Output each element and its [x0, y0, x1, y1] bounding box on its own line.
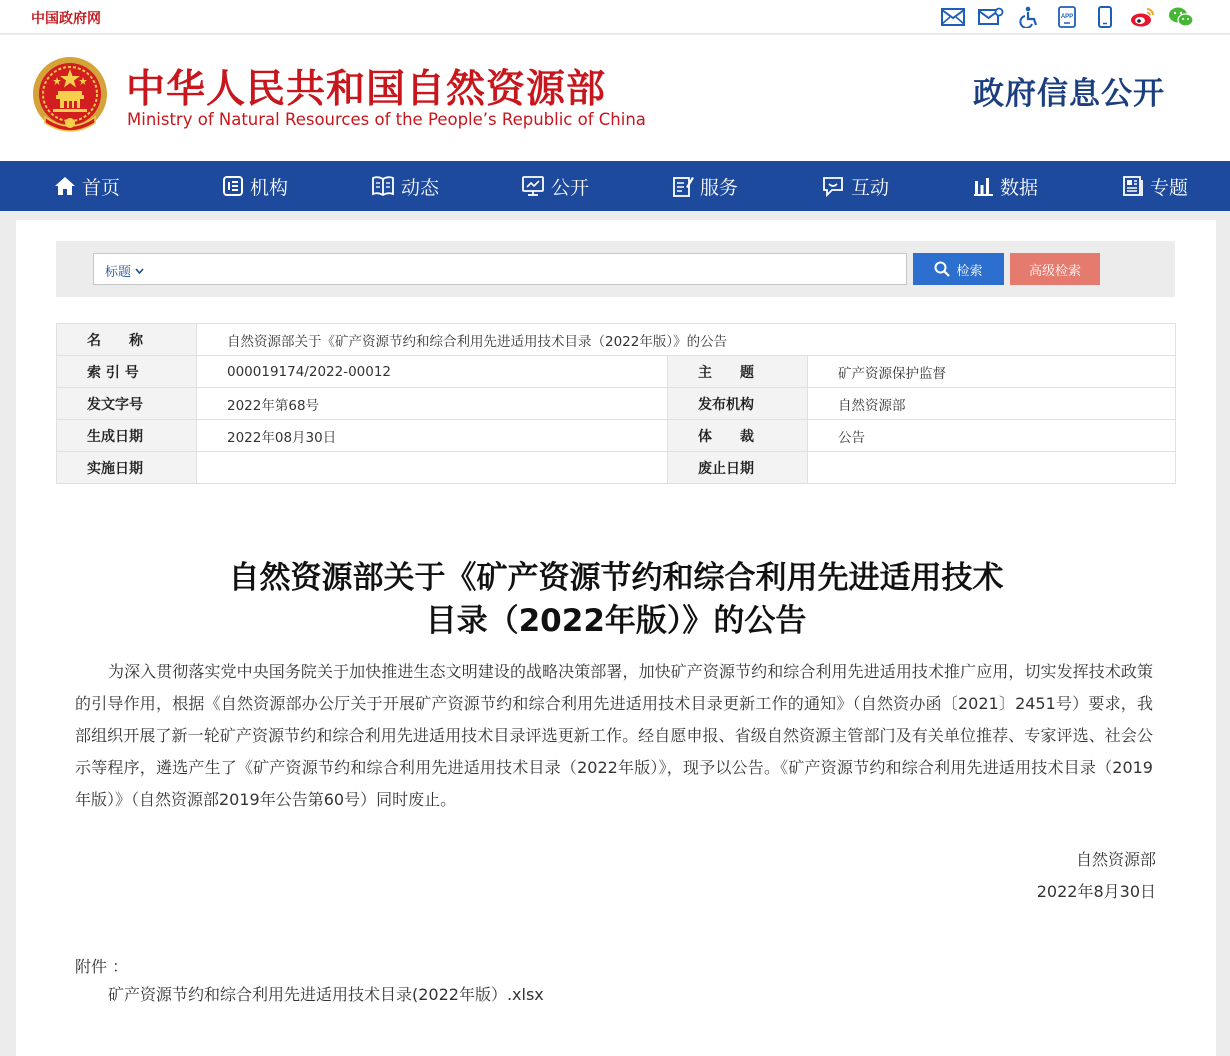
- nav-item-label: 数据: [999, 176, 1038, 199]
- meta-abolish-value: [808, 452, 1176, 484]
- book-icon: [371, 175, 395, 197]
- signature-org: 自然资源部: [1075, 850, 1156, 869]
- service-icon: [672, 175, 694, 197]
- search-input[interactable]: [156, 257, 900, 281]
- meta-label: 废止日期: [668, 452, 808, 484]
- search-button-label: 检索: [956, 263, 983, 279]
- screen-icon: [521, 175, 545, 197]
- svg-text:APP: APP: [1060, 14, 1074, 20]
- search-field-select[interactable]: [105, 261, 144, 280]
- meta-row: [57, 324, 1176, 356]
- article-title: [16, 557, 1216, 643]
- meta-row: [57, 452, 1176, 484]
- mail-settings-icon[interactable]: [972, 4, 1010, 30]
- article-body: 为深入贯彻落实党中央国务院关于加快推进生态文明建设的战略决策部署，加快矿产资源节约和综合利用先进适用技术推广应用，切实发挥技术政策的引导作用，根据《自然资源部办公厅关于开展矿产资源节约和综合利用先进适用技术目录更新工作的通知》（自然资办函〔2021〕2451号）要求，我部组织开展了新一轮矿产资源节约和综合利用先进适用技术目录评选更新工作。经自愿申报、省级自然资源主管部门及有关单位推荐、专家评选、社会公示等程序，遴选产生了《矿产资源节约和综合利用先进适用技术目录（2022年版）》，现予以公告。《矿产资源节约和综合利用先进适用技术目录（2019年版）》（自然资源部2019年公告第60号）同时废止。: [75, 662, 1153, 809]
- meta-publisher-value: 自然资源部: [808, 388, 1176, 420]
- nav-item-service[interactable]: [630, 161, 780, 211]
- meta-impl-value: [197, 452, 668, 484]
- meta-docno-value: 2022年第68号: [197, 388, 668, 420]
- top-bar: [0, 0, 1230, 34]
- nav-item-data[interactable]: [930, 161, 1080, 211]
- meta-genre-value: 公告: [808, 420, 1176, 452]
- home-icon: [54, 175, 76, 197]
- chart-icon: [972, 175, 994, 197]
- accessibility-icon[interactable]: [1010, 4, 1048, 30]
- meta-name-value: 自然资源部关于《矿产资源节约和综合利用先进适用技术目录（2022年版）》的公告: [197, 324, 1176, 356]
- meta-label: 实施日期: [57, 452, 197, 484]
- main-nav: [0, 161, 1230, 211]
- advanced-search-button[interactable]: 高级检索: [1010, 253, 1100, 285]
- organization-icon: [222, 175, 244, 197]
- meta-row: [57, 356, 1176, 388]
- mobile-icon[interactable]: [1086, 4, 1124, 30]
- nav-item-label: 动态: [400, 176, 439, 199]
- nav-item-label: 专题: [1149, 176, 1188, 199]
- article-title-line: 目录（2022年版）》的公告: [425, 603, 807, 639]
- wechat-icon[interactable]: [1162, 4, 1200, 30]
- meta-label: 体 裁: [668, 420, 808, 452]
- search-button[interactable]: [913, 253, 1004, 285]
- signature-date: 2022年8月30日: [1036, 882, 1156, 901]
- meta-index-value: 000019174/2022-00012: [197, 356, 668, 388]
- search-panel: [56, 241, 1175, 297]
- nav-item-news[interactable]: [330, 161, 480, 211]
- meta-subject-value: 矿产资源保护监督: [808, 356, 1176, 388]
- weibo-icon[interactable]: [1124, 4, 1162, 30]
- nav-item-organization[interactable]: [180, 161, 330, 211]
- meta-label: 生成日期: [57, 420, 197, 452]
- meta-gendate-value: 2022年08月30日: [197, 420, 668, 452]
- national-emblem-logo: [31, 55, 109, 137]
- nav-item-label: 互动: [850, 176, 889, 199]
- meta-row: [57, 420, 1176, 452]
- search-bar: [93, 253, 907, 285]
- meta-label: 索 引 号: [57, 356, 197, 388]
- nav-item-label: 服务: [699, 176, 738, 199]
- gov-info-disclosure-title: 政府信息公开: [973, 76, 1165, 112]
- ministry-title-en: Ministry of Natural Resources of the People’s Republic of China: [127, 110, 646, 129]
- gov-site-link[interactable]: 中国政府网: [31, 11, 101, 27]
- mail-icon[interactable]: [934, 4, 972, 30]
- app-icon[interactable]: [1048, 4, 1086, 30]
- meta-label: 发布机构: [668, 388, 808, 420]
- topic-icon: [1122, 175, 1144, 197]
- meta-row: [57, 388, 1176, 420]
- nav-item-home[interactable]: [0, 161, 180, 211]
- top-icons: [934, 4, 1200, 30]
- meta-label: 发文字号: [57, 388, 197, 420]
- document-meta-table: [56, 323, 1176, 484]
- meta-label: 名 称: [57, 324, 197, 356]
- nav-item-interaction[interactable]: [780, 161, 930, 211]
- attachment-link[interactable]: 矿产资源节约和综合利用先进适用技术目录(2022年版）.xlsx: [108, 985, 544, 1004]
- nav-item-disclosure[interactable]: [480, 161, 630, 211]
- attachment-label: 附件 ：: [75, 957, 129, 976]
- main-content: [16, 220, 1216, 1056]
- nav-item-label: 机构: [249, 176, 288, 199]
- search-icon: [934, 261, 950, 277]
- search-select-label: 标题: [105, 265, 132, 280]
- article-title-line: 自然资源部关于《矿产资源节约和综合利用先进适用技术: [228, 560, 1004, 596]
- nav-item-label: 首页: [82, 176, 121, 199]
- chat-icon: [821, 175, 845, 197]
- ministry-title-cn: 中华人民共和国自然资源部: [126, 67, 607, 112]
- chevron-down-icon: [135, 268, 144, 274]
- nav-item-topics[interactable]: [1080, 161, 1230, 211]
- site-header: [0, 35, 1230, 161]
- meta-label: 主 题: [668, 356, 808, 388]
- nav-item-label: 公开: [550, 176, 589, 199]
